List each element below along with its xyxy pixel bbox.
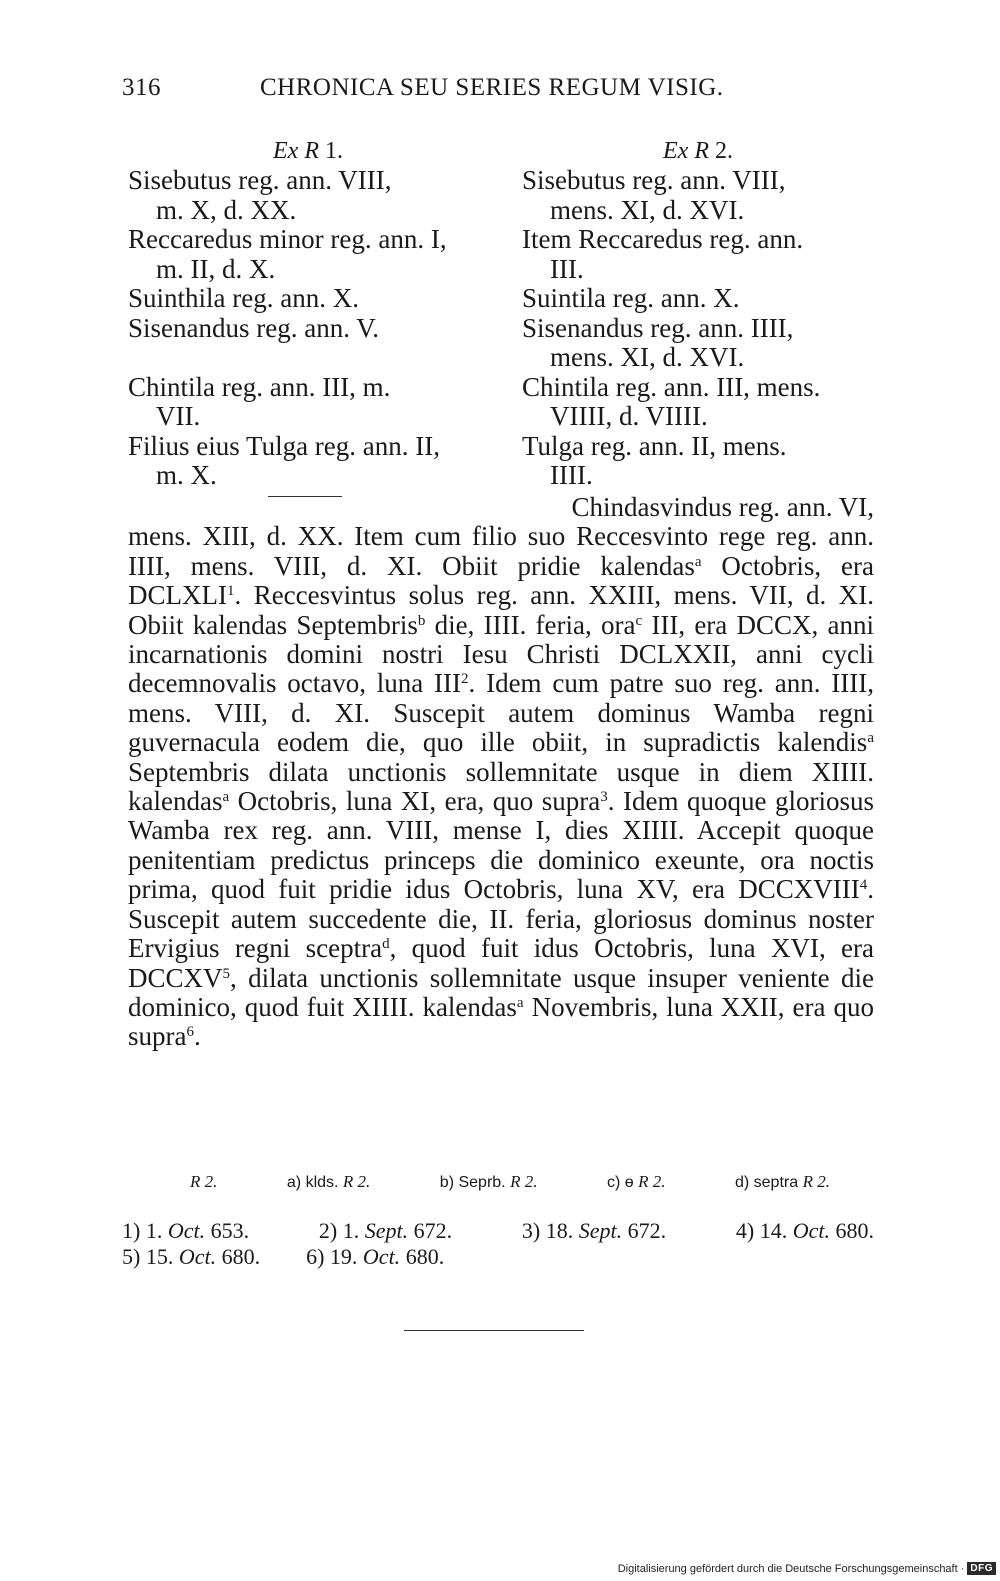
main-text	[128, 493, 874, 1052]
regnal-entry	[522, 432, 874, 491]
text-run: . Reccesvintus solus reg. ann. XXIII, mens. VII, d. XI. Obiit kalendas Septembris	[128, 580, 874, 640]
note-marker: b	[417, 612, 426, 629]
regnal-entry	[128, 314, 488, 344]
footnote: 1) 1. Oct. 653.	[122, 1218, 250, 1243]
right-heading-ex: Ex R	[663, 138, 709, 164]
entry-line: Sisebutus reg. ann. VIII,	[128, 165, 392, 195]
regnal-entry	[128, 166, 488, 225]
dfg-logo: DFG	[967, 1562, 996, 1575]
text-run: Novembris, luna XXII, era quo supra	[128, 991, 874, 1052]
footnote: 2) 1. Sept. 672.	[318, 1218, 453, 1243]
footnote: 3) 18. Sept. 672.	[521, 1218, 667, 1243]
text-run: . Suscepit autem succedente die, II. feria, gloriosus dominus noster Ervigius regni sceptra	[128, 874, 874, 964]
left-column	[128, 137, 488, 491]
regnal-entry	[128, 432, 488, 491]
apparatus-item: a) klds. R 2.	[286, 1172, 371, 1191]
digitization-text: Digitalisierung gefördert durch die Deutsche Forschungsgemeinschaft ·	[617, 1562, 965, 1575]
text-run: die, IIII. feria, ora	[425, 609, 636, 640]
column-spacer	[128, 343, 488, 373]
text-run: Octobris, era DCLXLI	[128, 550, 875, 611]
entry-line: Filius eius Tulga reg. ann. II,	[128, 430, 441, 461]
note-marker: a	[694, 553, 702, 570]
regnal-entry	[522, 284, 874, 314]
note-marker: 2	[461, 671, 469, 688]
entry-continuation: VII.	[156, 401, 201, 431]
left-column-heading	[128, 137, 488, 166]
page-header	[122, 74, 872, 108]
apparatus-item: c) ɵ R 2.	[606, 1172, 666, 1191]
regnal-entry	[522, 225, 874, 284]
entry-line: Tulga reg. ann. II, mens.	[522, 430, 787, 461]
text-run: Septembris dilata unctionis sollemnitate usque in diem XIIII. kalendas	[128, 756, 874, 817]
footnote: 6) 19. Oct. 680.	[306, 1244, 445, 1269]
note-marker: 1	[226, 583, 235, 600]
entry-continuation: IIII.	[550, 460, 593, 490]
entry-line: Sisenandus reg. ann. IIII,	[522, 312, 794, 343]
regnal-entry	[128, 225, 488, 284]
apparatus-siglum: R 2.	[190, 1172, 218, 1191]
entry-continuation: VIIII, d. VIIII.	[550, 401, 708, 431]
text-run: , dilata unctionis sollemnitate usque insuper veniente die dominico, quod fuit XIIII. kalendas	[128, 962, 874, 1022]
right-column	[522, 137, 874, 491]
note-marker: d	[382, 936, 390, 953]
entry-continuation: m. X.	[156, 460, 217, 490]
note-marker: a	[222, 789, 230, 806]
entry-line: Chintila reg. ann. III, m.	[128, 371, 391, 402]
note-marker: 6	[186, 1024, 194, 1041]
text-run: III, era DCCX, anni incarnationis domini nostri Iesu Christi DCLXXII, anni cycli decemnovalis octavo, luna III	[128, 609, 874, 699]
text-run: , quod fuit idus Octobris, luna XVI, era DCCXV	[128, 933, 874, 993]
apparatus-item: d) septra R 2.	[734, 1172, 830, 1191]
running-title: CHRONICA SEU SERIES REGUM VISIG.	[260, 74, 724, 101]
regnal-entry	[128, 373, 488, 432]
entry-continuation: m. X, d. XX.	[156, 194, 297, 225]
regnal-entry	[522, 166, 874, 225]
note-marker: 3	[600, 789, 608, 806]
page-number: 316	[122, 74, 161, 101]
entry-continuation: mens. XI, d. XVI.	[550, 342, 745, 372]
critical-apparatus	[190, 1172, 830, 1192]
regnal-entry	[128, 284, 488, 314]
entry-continuation: mens. XI, d. XVI.	[550, 194, 745, 225]
text-run: Octobris, luna XI, era, quo supra	[229, 786, 601, 817]
entry-line: Sisebutus reg. ann. VIII,	[522, 165, 786, 195]
note-marker: c	[635, 612, 643, 629]
regnal-entry	[522, 314, 874, 373]
text-run: mens. XIII, d. XX. Item cum filio suo Reccesvinto rege reg. ann. IIII, mens. VIII, d. XI. Obiit pridie kalendas	[128, 521, 874, 581]
text-run: .	[193, 1021, 201, 1052]
left-heading-num: 1.	[324, 138, 343, 164]
footnote: 4) 14. Oct. 680.	[735, 1218, 874, 1243]
entry-line: Sisenandus reg. ann. V.	[128, 312, 379, 343]
regnal-entry	[522, 373, 874, 432]
note-marker: a	[516, 994, 524, 1011]
entry-line: Suintila reg. ann. X.	[522, 283, 740, 313]
footnote: 5) 15. Oct. 680.	[122, 1244, 261, 1269]
end-rule	[404, 1330, 584, 1331]
text-run: . Idem quoque gloriosus Wamba rex reg. ann. VIII, mense I, dies XIIII. Accepit quoque penitentiam predictus princeps die dominico exeunte, ora noctis prima, quod fuit pridie idus Octobris, luna XV, era DCCXVIII	[128, 786, 874, 905]
entry-continuation: m. II, d. X.	[156, 253, 276, 284]
entry-line: Reccaredus minor reg. ann. I,	[128, 224, 447, 254]
footnotes	[122, 1218, 874, 1270]
text-run: . Idem cum patre suo reg. ann. IIII, mens. VIII, d. XI. Suscepit autem dominus Wamba regni guvernacula eodem die, quo ille obiit, in supradictis kalendis	[128, 668, 874, 758]
main-text-first-line: Chindasvindus reg. ann. VI,	[571, 492, 874, 522]
left-heading-ex: Ex R	[273, 138, 319, 164]
note-marker: 4	[859, 877, 868, 894]
note-marker: 5	[222, 965, 231, 982]
entry-line: Suinthila reg. ann. X.	[128, 283, 359, 313]
note-marker: a	[867, 730, 874, 747]
apparatus-item: b) Seprb. R 2.	[439, 1172, 538, 1191]
entry-line: Chintila reg. ann. III, mens.	[522, 371, 821, 402]
digitization-note	[618, 1562, 996, 1575]
entry-continuation: III.	[550, 253, 584, 284]
entry-line: Item Reccaredus reg. ann.	[522, 224, 804, 254]
right-column-heading	[522, 137, 874, 166]
right-heading-num: 2.	[714, 138, 733, 164]
